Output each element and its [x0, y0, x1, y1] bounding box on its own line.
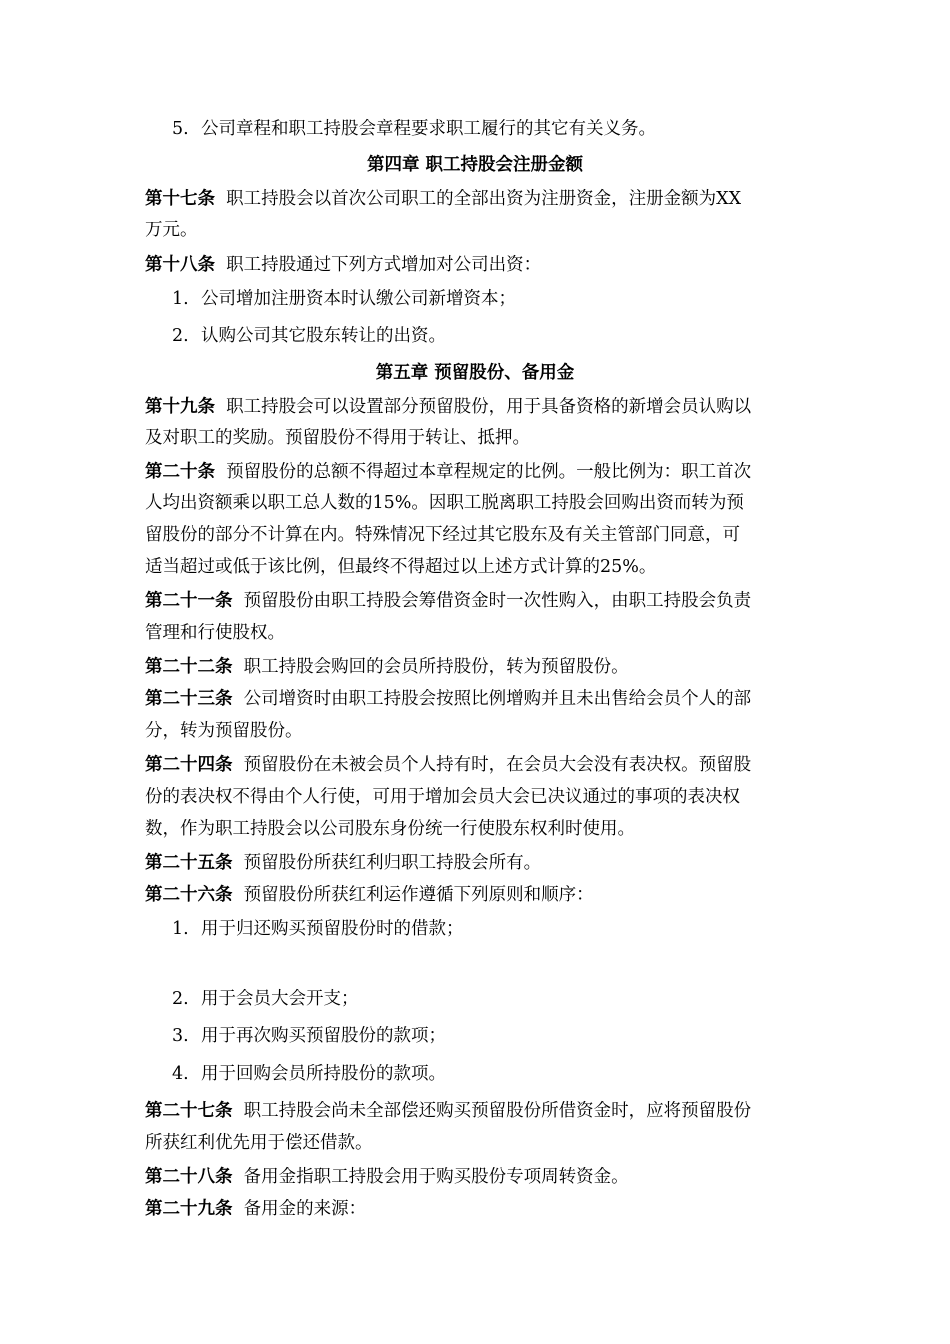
article-18 [145, 254, 541, 276]
article-label: 第二十条 [145, 462, 215, 482]
article-24 [145, 754, 751, 776]
article-text: 预留股份所获红利归职工持股会所有。 [243, 853, 542, 873]
list-item [172, 1025, 446, 1047]
list-text: 用于回购会员所持股份的款项。 [201, 1064, 446, 1084]
article-text: 职工持股会尚未全部偿还购买预留股份所借资金时，应将预留股份 [243, 1101, 752, 1121]
article-label: 第二十七条 [145, 1101, 233, 1121]
list-number: 1. [172, 289, 189, 309]
article-label: 第二十五条 [145, 853, 233, 873]
article-text: 职工持股会购回的会员所持股份，转为预留股份。 [243, 657, 629, 677]
article-text: 预留股份在未被会员个人持有时，在会员大会没有表决权。预留股 [243, 755, 752, 775]
list-item [172, 918, 464, 940]
article-text-line: 适当超过或低于该比例，但最终不得超过以上述方式计算的25%。 [145, 557, 657, 577]
article-text: 预留股份所获红利运作遵循下列原则和顺序： [243, 885, 594, 905]
list-text: 公司章程和职工持股会章程要求职工履行的其它有关义务。 [201, 119, 656, 139]
list-item [172, 325, 446, 347]
chapter-heading: 第四章 职工持股会注册金额 [366, 155, 584, 175]
list-number: 2. [172, 989, 189, 1009]
article-label: 第二十六条 [145, 885, 233, 905]
article-text-line: 管理和行使股权。 [145, 623, 285, 643]
article-22 [145, 656, 629, 678]
list-number: 4. [172, 1064, 189, 1084]
article-text: 职工持股会以首次公司职工的全部出资为注册资金，注册金额为XX [226, 189, 742, 209]
list-text: 用于归还购买预留股份时的借款； [201, 919, 464, 939]
list-number: 3. [172, 1026, 189, 1046]
article-text-line: 分，转为预留股份。 [145, 721, 303, 741]
list-item [172, 288, 516, 310]
article-label: 第十七条 [145, 189, 215, 209]
list-number: 5. [172, 119, 189, 139]
article-text: 公司增资时由职工持股会按照比例增购并且未出售给会员个人的部 [243, 689, 752, 709]
article-label: 第二十九条 [145, 1199, 233, 1219]
article-26 [145, 884, 594, 906]
article-text: 预留股份由职工持股会筹借资金时一次性购入，由职工持股会负责 [243, 591, 752, 611]
article-20 [145, 461, 751, 483]
article-19 [145, 396, 751, 418]
article-text: 备用金的来源： [243, 1199, 367, 1219]
article-17 [145, 188, 741, 210]
article-25 [145, 852, 541, 874]
list-item [172, 1063, 446, 1085]
article-text-line: 万元。 [145, 220, 198, 240]
article-text: 职工持股通过下列方式增加对公司出资： [226, 255, 542, 275]
list-number: 1. [172, 919, 189, 939]
article-text-line: 份的表决权不得由个人行使，可用于增加会员大会已决议通过的事项的表决权 [145, 787, 740, 807]
list-item [172, 988, 359, 1010]
article-28 [145, 1166, 629, 1188]
chapter-heading: 第五章 预留股份、备用金 [375, 363, 575, 383]
article-label: 第二十四条 [145, 755, 233, 775]
article-text-line: 所获红利优先用于偿还借款。 [145, 1133, 373, 1153]
article-text: 预留股份的总额不得超过本章程规定的比例。一般比例为：职工首次 [226, 462, 752, 482]
article-label: 第二十一条 [145, 591, 233, 611]
article-text-line: 人均出资额乘以职工总人数的15%。因职工脱离职工持股会回购出资而转为预 [145, 493, 744, 513]
list-text: 用于再次购买预留股份的款项； [201, 1026, 446, 1046]
list-item [172, 118, 656, 140]
article-text-line: 数，作为职工持股会以公司股东身份统一行使股东权利时使用。 [145, 819, 635, 839]
article-text-line: 留股份的部分不计算在内。特殊情况下经过其它股东及有关主管部门同意，可 [145, 525, 740, 545]
article-text: 职工持股会可以设置部分预留股份，用于具备资格的新增会员认购以 [226, 397, 752, 417]
article-29 [145, 1198, 366, 1220]
article-text: 备用金指职工持股会用于购买股份专项周转资金。 [243, 1167, 629, 1187]
article-21 [145, 590, 751, 612]
article-label: 第十九条 [145, 397, 215, 417]
article-label: 第二十三条 [145, 689, 233, 709]
article-label: 第十八条 [145, 255, 215, 275]
article-text-line: 及对职工的奖励。预留股份不得用于转让、抵押。 [145, 428, 530, 448]
list-number: 2. [172, 326, 189, 346]
article-23 [145, 688, 751, 710]
article-27 [145, 1100, 751, 1122]
list-text: 公司增加注册资本时认缴公司新增资本； [201, 289, 516, 309]
list-text: 用于会员大会开支； [201, 989, 359, 1009]
article-label: 第二十八条 [145, 1167, 233, 1187]
list-text: 认购公司其它股东转让的出资。 [201, 326, 446, 346]
article-label: 第二十二条 [145, 657, 233, 677]
